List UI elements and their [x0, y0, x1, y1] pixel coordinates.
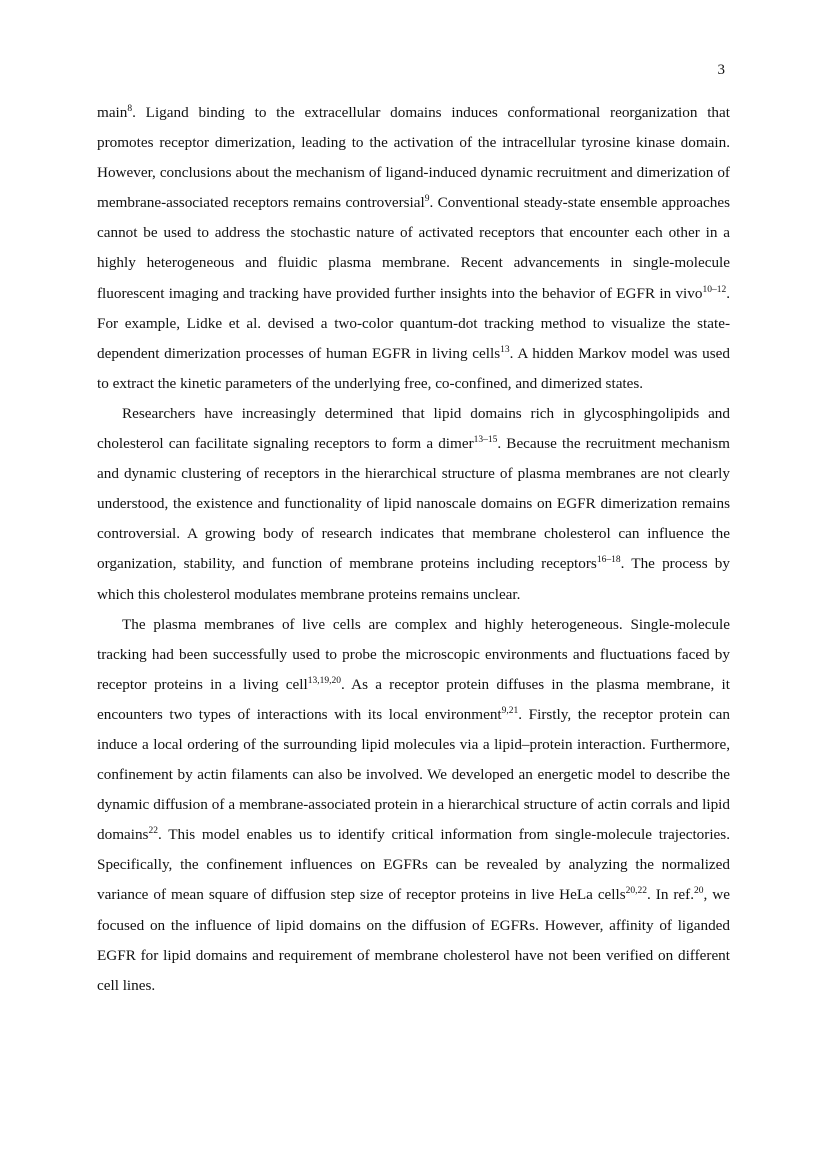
page-number: 3 — [717, 62, 725, 78]
paragraph-2 — [97, 399, 730, 610]
text-run: . For example, Lidke et al. devised a two-color quantum-dot tracking method to visualize the state-dependent dimerization processes of human EGFR in living cells — [97, 284, 730, 362]
text-run: . A hidden Markov model was used to extract the kinetic parameters of the underlying free, co-confined, and dimerized states. — [97, 344, 730, 392]
body-text — [97, 98, 730, 1001]
citation-superscript: 20,22 — [625, 886, 648, 897]
text-run: . Ligand binding to the extracellular domains induces conformational reorganization that promotes receptor dimerization, leading to the activation of the intracellular tyrosine kinase domain. However, conclusions about the mechanism of ligand-induced dynamic recruitment and dimerization of membrane-associated receptors remains controversial — [97, 104, 730, 212]
text-run: The plasma membranes of live cells are complex and highly heterogeneous. Single-molecule tracking had been successfully used to probe the microscopic environments and fluctuations faced by receptor proteins in a living cell — [97, 615, 730, 693]
text-run: . Conventional steady-state ensemble approaches cannot be used to address the stochastic nature of activated receptors that encounter each other in a highly heterogeneous and fluidic plasma membrane. Recent advancements in single-molecule fluorescent imaging and tracking have provided further insights into the behavior of EGFR in vivo — [97, 194, 730, 302]
text-run: . In ref. — [647, 886, 695, 904]
citation-superscript: 13–15 — [473, 435, 498, 446]
citation-superscript: 8 — [127, 104, 133, 114]
text-run: . This model enables us to identify critical information from single-molecule trajectories. Specifically, the confinement influences on EGFRs can be revealed by analyzing the normalized variance of mean square of diffusion step size of receptor proteins in live HeLa cells — [97, 826, 730, 904]
citation-superscript: 16–18 — [596, 555, 621, 566]
paragraph-3 — [97, 610, 730, 1001]
citation-superscript: 22 — [148, 826, 158, 837]
text-run: . As a receptor protein diffuses in the plasma membrane, it encounters two types of interactions with its local environment — [97, 675, 730, 723]
citation-superscript: 9,21 — [501, 705, 519, 716]
text-run: main — [97, 104, 128, 121]
text-run: , we focused on the influence of lipid domains on the diffusion of EGFRs. However, affinity of liganded EGFR for lipid domains and requirement of membrane cholesterol have not been verified on different cell lines. — [97, 886, 730, 994]
paragraph-1 — [97, 98, 730, 399]
text-run: . Because the recruitment mechanism and dynamic clustering of receptors in the hierarchical structure of plasma membranes are not clearly understood, the existence and functionality of lipid nanoscale domains on EGFR dimerization remains controversial. A growing body of research indicates that membrane cholesterol can influence the organization, stability, and function of membrane proteins including receptors — [97, 435, 730, 573]
text-run: Researchers have increasingly determined that lipid domains rich in glycosphingolipids and cholesterol can facilitate signaling receptors to form a dimer — [97, 404, 730, 453]
citation-superscript: 9 — [424, 194, 430, 205]
citation-superscript: 10–12 — [702, 284, 727, 295]
citation-superscript: 13,19,20 — [307, 675, 341, 686]
text-run: . Firstly, the receptor protein can induce a local ordering of the surrounding lipid molecules via a lipid–protein interaction. Furthermore, confinement by actin filaments can also be involved. We developed an energetic model to describe the dynamic diffusion of a membrane-associated protein in a hierarchical structure of actin corrals and lipid domains — [97, 705, 730, 844]
text-run: . The process by which this cholesterol modulates membrane proteins remains unclear. — [97, 555, 730, 603]
citation-superscript: 20 — [694, 886, 704, 897]
citation-superscript: 13 — [500, 344, 510, 355]
